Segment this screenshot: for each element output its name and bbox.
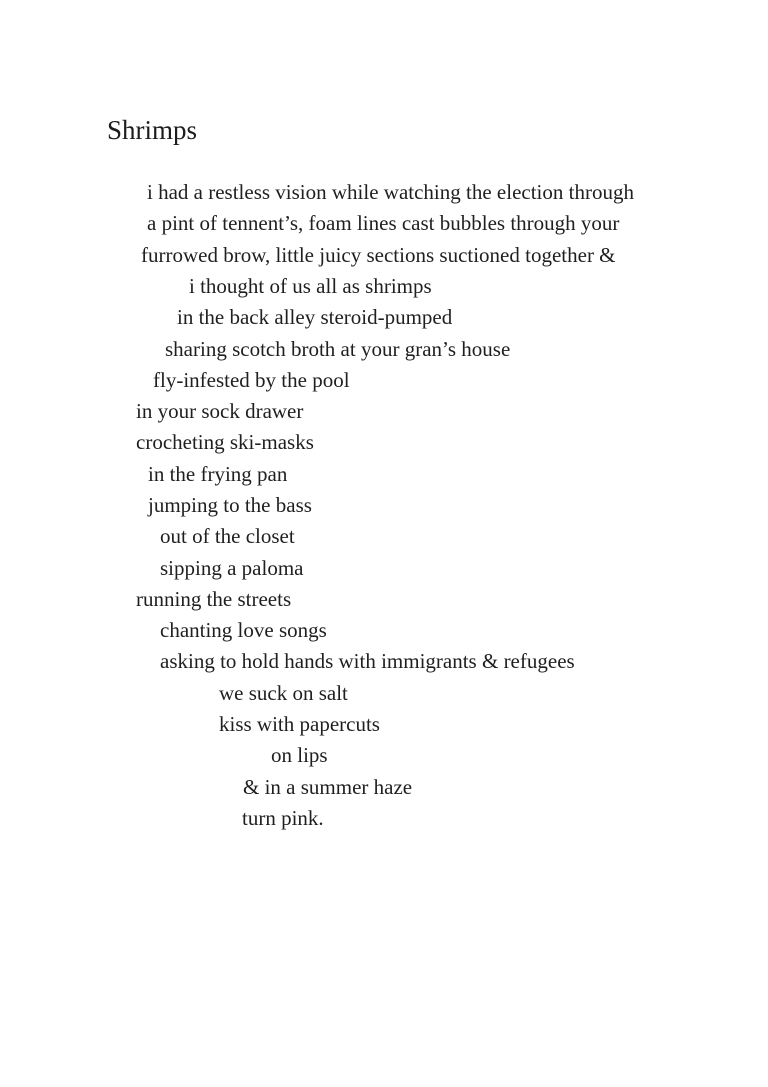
poem-line: on lips bbox=[271, 743, 328, 767]
poem-line: sipping a paloma bbox=[160, 556, 304, 580]
poem-line: out of the closet bbox=[160, 524, 295, 548]
poem-line: fly-infested by the pool bbox=[153, 368, 350, 392]
poem-line: i had a restless vision while watching the election through bbox=[147, 180, 634, 204]
poem-line: in your sock drawer bbox=[136, 399, 304, 423]
poem-line: chanting love songs bbox=[160, 618, 327, 642]
poem-line: in the frying pan bbox=[148, 462, 288, 486]
poem-line: jumping to the bass bbox=[148, 493, 312, 517]
poem-line: i thought of us all as shrimps bbox=[189, 274, 432, 298]
poem-line: a pint of tennent’s, foam lines cast bubbles through your bbox=[147, 211, 620, 235]
poem-title: Shrimps bbox=[107, 115, 198, 145]
poem-line: sharing scotch broth at your gran’s house bbox=[165, 337, 511, 361]
poem-line: asking to hold hands with immigrants & refugees bbox=[160, 649, 575, 673]
poem-line: turn pink. bbox=[242, 806, 324, 830]
poem-line: & in a summer haze bbox=[243, 775, 413, 799]
poem-line: crocheting ski-masks bbox=[136, 430, 314, 454]
poem-line: running the streets bbox=[136, 587, 292, 611]
poem-line: kiss with papercuts bbox=[219, 712, 380, 736]
poem-line: furrowed brow, little juicy sections suctioned together & bbox=[141, 243, 616, 267]
poem-line: in the back alley steroid-pumped bbox=[177, 305, 453, 329]
poem-line: we suck on salt bbox=[219, 681, 348, 705]
